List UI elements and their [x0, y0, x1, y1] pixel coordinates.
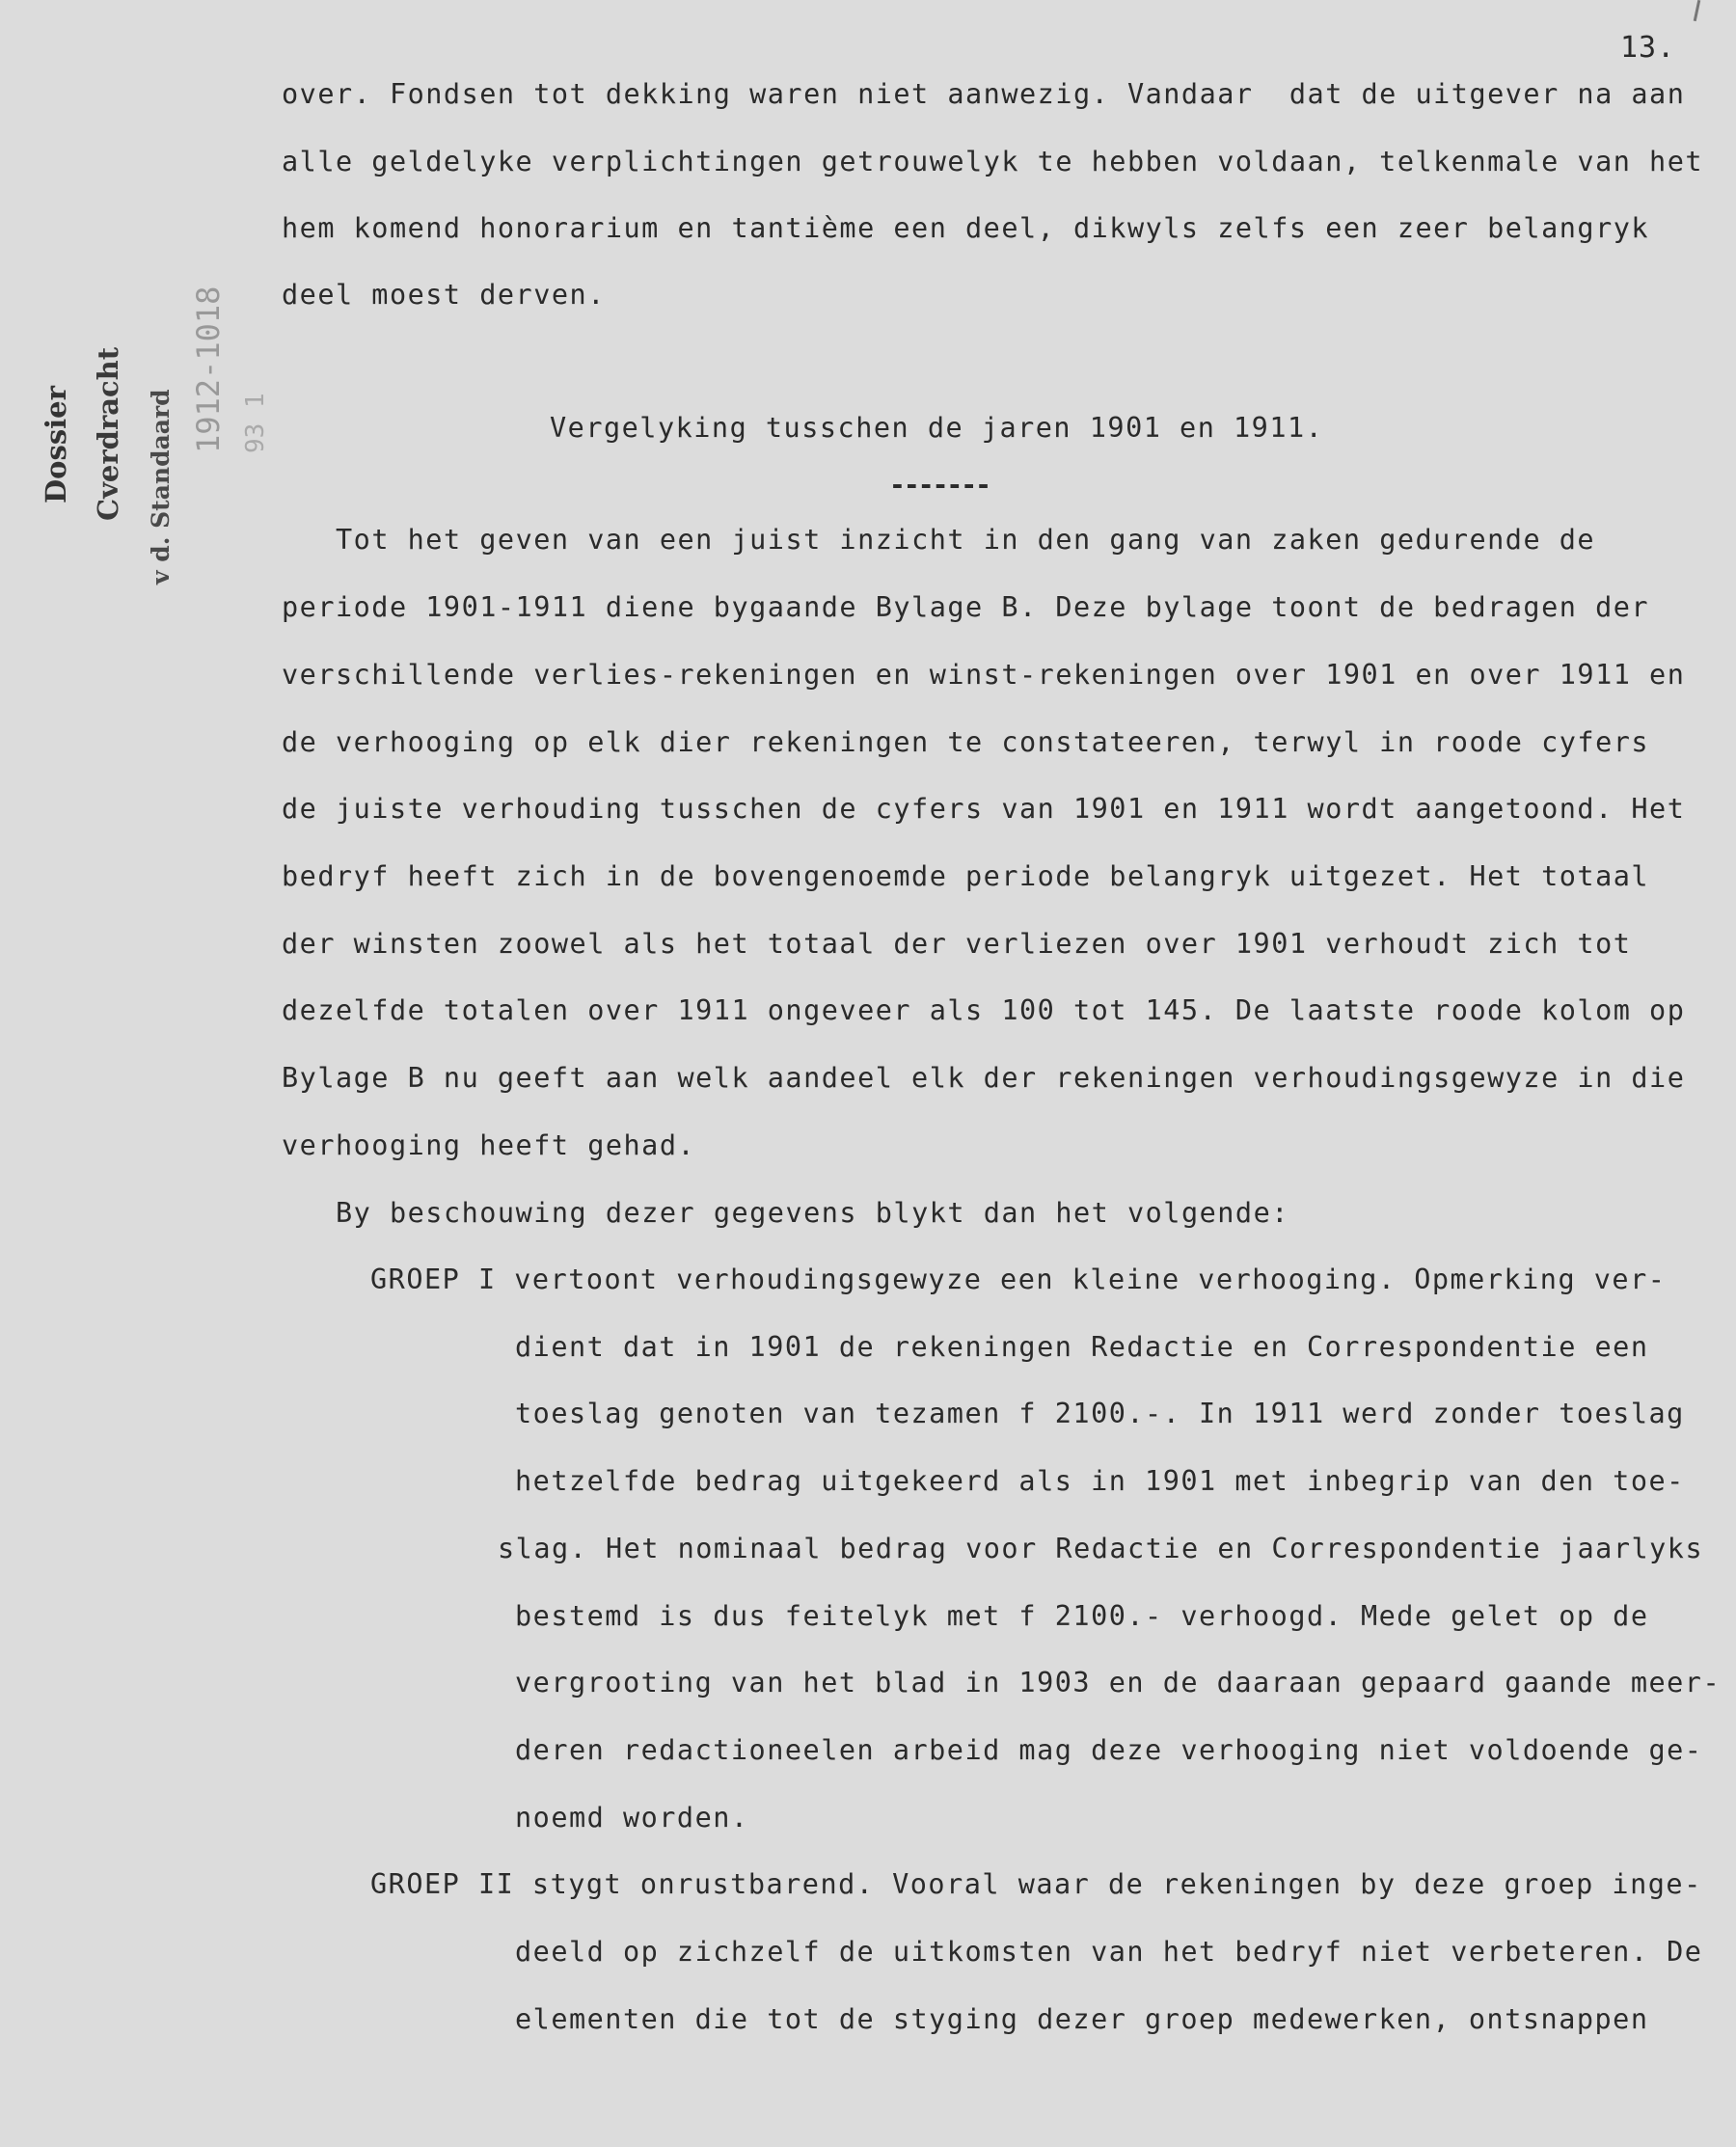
text-line: hem komend honorarium en tantième een deel, dikwyls zelfs een zeer belangryk — [282, 212, 1650, 244]
text-line: alle geldelyke verplichtingen getrouwelyk te hebben voldaan, telkenmale van het — [282, 146, 1704, 177]
stamp-line-dossier: Dossier — [40, 386, 72, 503]
text-line: over. Fondsen tot dekking waren niet aanwezig. Vandaar dat de uitgever na aan — [282, 78, 1686, 110]
text-line: noemd worden. — [515, 1802, 749, 1834]
corner-pencil-mark — [1694, 0, 1701, 21]
text-line: der winsten zoowel als het totaal der verliezen over 1901 verhoudt zich tot — [282, 928, 1632, 960]
text-line: Tot het geven van een juist inzicht in den gang van zaken gedurende de — [336, 524, 1596, 556]
text-line: GROEP II stygt onrustbarend. Vooral waar de rekeningen by deze groep inge- — [370, 1868, 1702, 1900]
text-line: hetzelfde bedrag uitgekeerd als in 1901 met inbegrip van den toe- — [515, 1465, 1685, 1497]
stamp-line-overdracht: Cverdracht — [92, 346, 124, 521]
text-line: bedryf heeft zich in de bovengenoemde periode belangryk uitgezet. Het totaal — [282, 860, 1650, 892]
text-line: slag. Het nominaal bedrag voor Redactie en Correspondentie jaarlyks — [498, 1533, 1704, 1564]
text-line: dient dat in 1901 de rekeningen Redactie en Correspondentie een — [515, 1331, 1649, 1363]
text-line: deel moest derven. — [282, 279, 606, 311]
text-line: vergrooting van het blad in 1903 en de daaraan gepaard gaande meer- — [515, 1667, 1722, 1699]
text-line: dezelfde totalen over 1911 ongeveer als 100 tot 145. De laatste roode kolom op — [282, 994, 1686, 1026]
text-line: Bylage B nu geeft aan welk aandeel elk der rekeningen verhoudingsgewyze in die — [282, 1062, 1686, 1094]
stamp-line-years: 1912-1018 — [190, 285, 227, 453]
text-line: periode 1901-1911 diene bygaande Bylage B. Deze bylage toont de bedragen der — [282, 591, 1650, 623]
text-line: deeld op zichzelf de uitkomsten van het bedryf niet verbeteren. De — [515, 1936, 1703, 1968]
section-heading: Vergelyking tusschen de jaren 1901 en 1911. — [550, 412, 1324, 444]
text-line: de verhooging op elk dier rekeningen te constateeren, terwyl in roode cyfers — [282, 726, 1650, 758]
stamp-line-number: 93 1 — [241, 393, 270, 453]
text-line: de juiste verhouding tusschen de cyfers van 1901 en 1911 wordt aangetoond. Het — [282, 793, 1686, 825]
stamp-line-standaard: v d. Standaard — [147, 389, 175, 584]
text-line: elementen die tot de styging dezer groep medewerken, ontsnappen — [515, 2003, 1649, 2035]
text-line: verschillende verlies-rekeningen en winst-rekeningen over 1901 en over 1911 en — [282, 659, 1686, 691]
text-line: deren redactioneelen arbeid mag deze verhooging niet voldoende ge- — [515, 1734, 1703, 1766]
text-line: toeslag genoten van tezamen f 2100.-. In 1911 werd zonder toeslag — [515, 1398, 1685, 1429]
page-number: 13. — [1620, 31, 1676, 65]
text-line: By beschouwing dezer gegevens blykt dan het volgende: — [336, 1197, 1289, 1229]
heading-underline: ------- — [889, 469, 990, 501]
text-line: GROEP I vertoont verhoudingsgewyze een kleine verhooging. Opmerking ver- — [370, 1264, 1667, 1295]
text-line: bestemd is dus feitelyk met f 2100.- verhoogd. Mede gelet op de — [515, 1600, 1649, 1632]
text-line: verhooging heeft gehad. — [282, 1129, 696, 1161]
